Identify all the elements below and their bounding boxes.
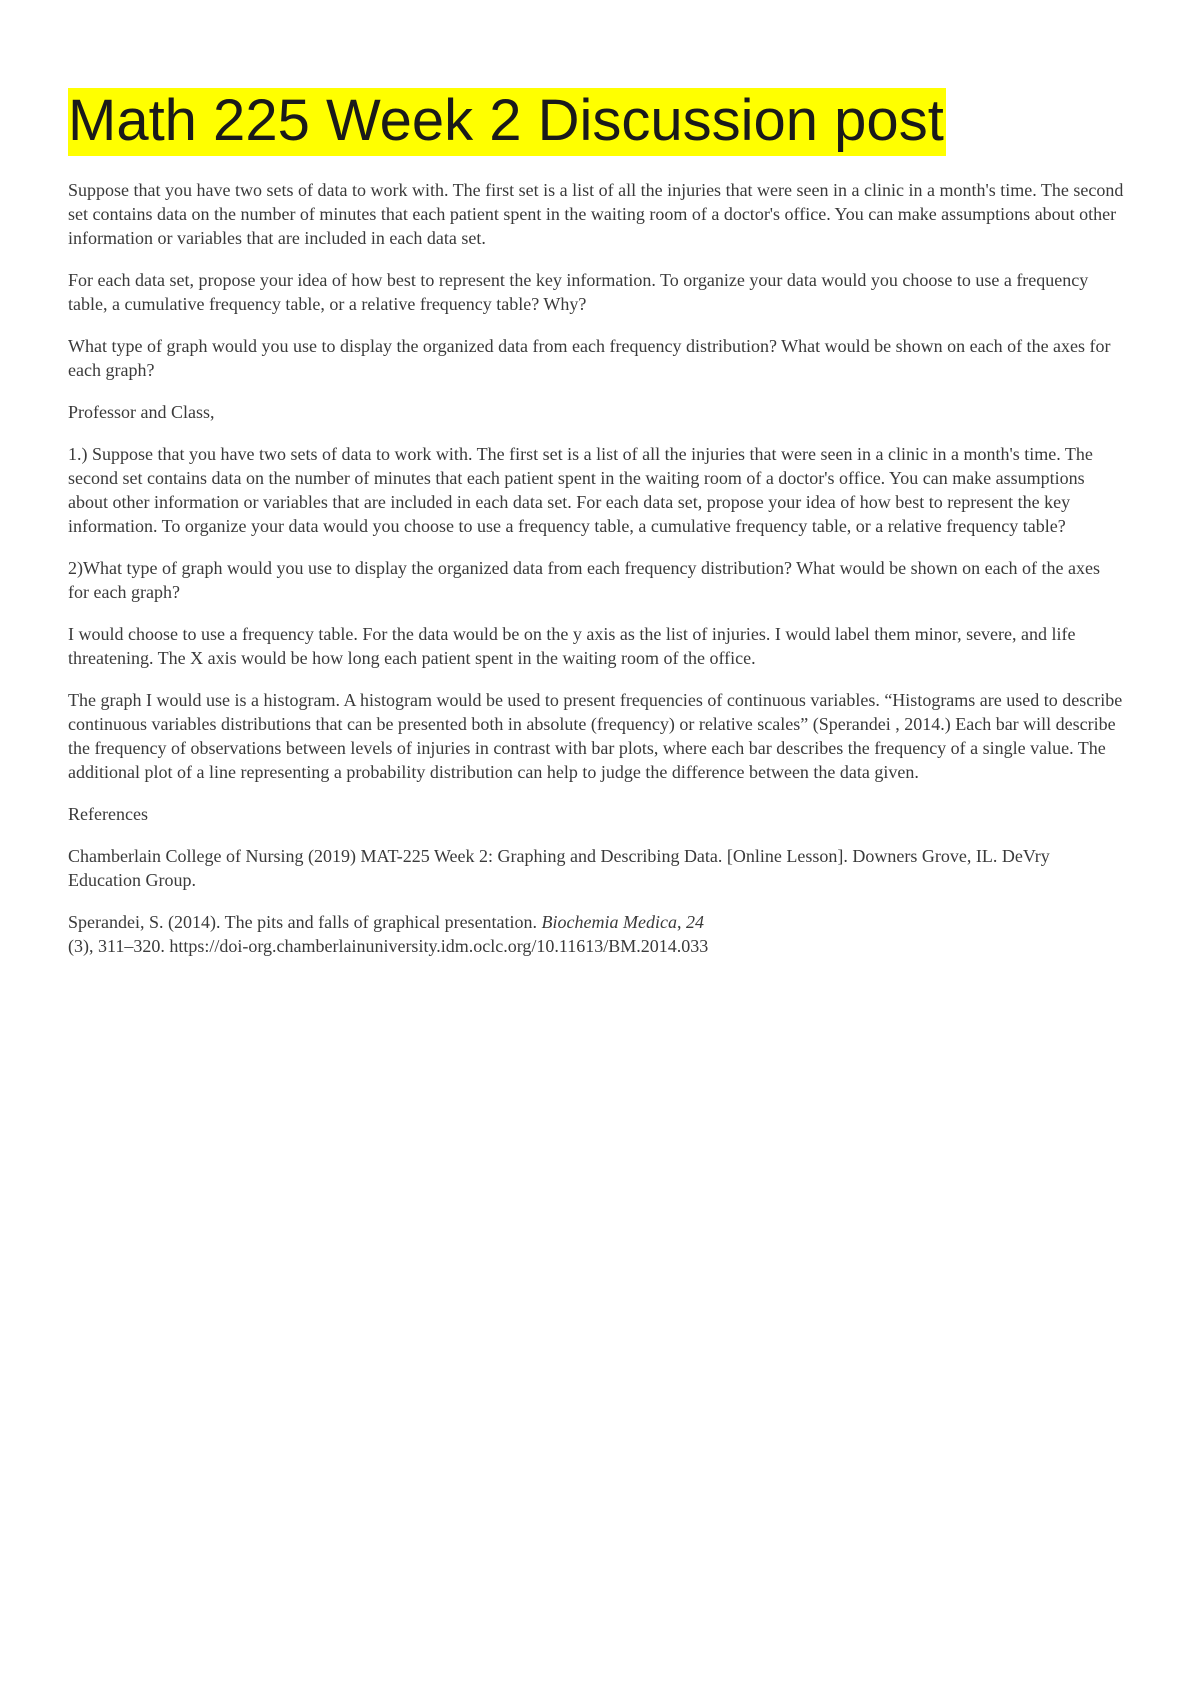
reference-sperandei [68, 910, 1124, 958]
reference-sperandei-journal: Biochemia Medica [541, 912, 677, 932]
answer-paragraph-1: I would choose to use a frequency table. For the data would be on the y axis as the list of injuries. I would label them minor, severe, and life threatening. The X axis would be how long each patient spent in the waiting room of the office. [68, 624, 1076, 668]
question-2: 2)What type of graph would you use to display the organized data from each frequency distribution? What would be shown on each of the axes for each graph? [68, 558, 1101, 602]
prompt-paragraph-3: What type of graph would you use to display the organized data from each frequency distribution? What would be shown on each of the axes for each graph? [68, 336, 1111, 380]
document-title: Math 225 Week 2 Discussion post [68, 88, 946, 156]
reference-sperandei-separator: , [677, 912, 686, 932]
greeting: Professor and Class, [68, 402, 215, 422]
question-1: 1.) Suppose that you have two sets of data to work with. The first set is a list of all the injuries that were seen in a clinic in a month's time. The second set contains data on the number of minutes that each patient spent in the waiting room of a doctor's office. You can make assumptions about other information or variables that are included in each data set. For each data set, propose your idea of how best to represent the key information. To organize your data would you choose to use a frequency table, a cumulative frequency table, or a relative frequency table? [68, 444, 1093, 536]
document-page [68, 88, 1124, 976]
reference-sperandei-volume: 24 [686, 912, 704, 932]
reference-chamberlain: Chamberlain College of Nursing (2019) MAT-225 Week 2: Graphing and Describing Data. [Online Lesson]. Downers Grove, IL. DeVry Education Group. [68, 846, 1050, 890]
answer-paragraph-2: The graph I would use is a histogram. A histogram would be used to present frequencies of continuous variables. “Histograms are used to describe continuous variables distributions that can be presented both in absolute (frequency) or relative scales” (Sperandei , 2014.) Each bar will describe the frequency of observations between levels of injuries in contrast with bar plots, where each bar describes the frequency of a single value. The additional plot of a line representing a probability distribution can help to judge the difference between the data given. [68, 690, 1123, 782]
reference-sperandei-pages-doi: (3), 311–320. https://doi-org.chamberlainuniversity.idm.oclc.org/10.11613/BM.2014.033 [68, 936, 709, 956]
prompt-paragraph-2: For each data set, propose your idea of how best to represent the key information. To organize your data would you choose to use a frequency table, a cumulative frequency table, or a relative frequency table? Why? [68, 270, 1089, 314]
reference-sperandei-citation: Sperandei, S. (2014). The pits and falls of graphical presentation. [68, 912, 542, 932]
references-heading: References [68, 804, 148, 824]
prompt-paragraph-1: Suppose that you have two sets of data to work with. The first set is a list of all the injuries that were seen in a clinic in a month's time. The second set contains data on the number of minutes that each patient spent in the waiting room of a doctor's office. You can make assumptions about other information or variables that are included in each data set. [68, 180, 1124, 248]
